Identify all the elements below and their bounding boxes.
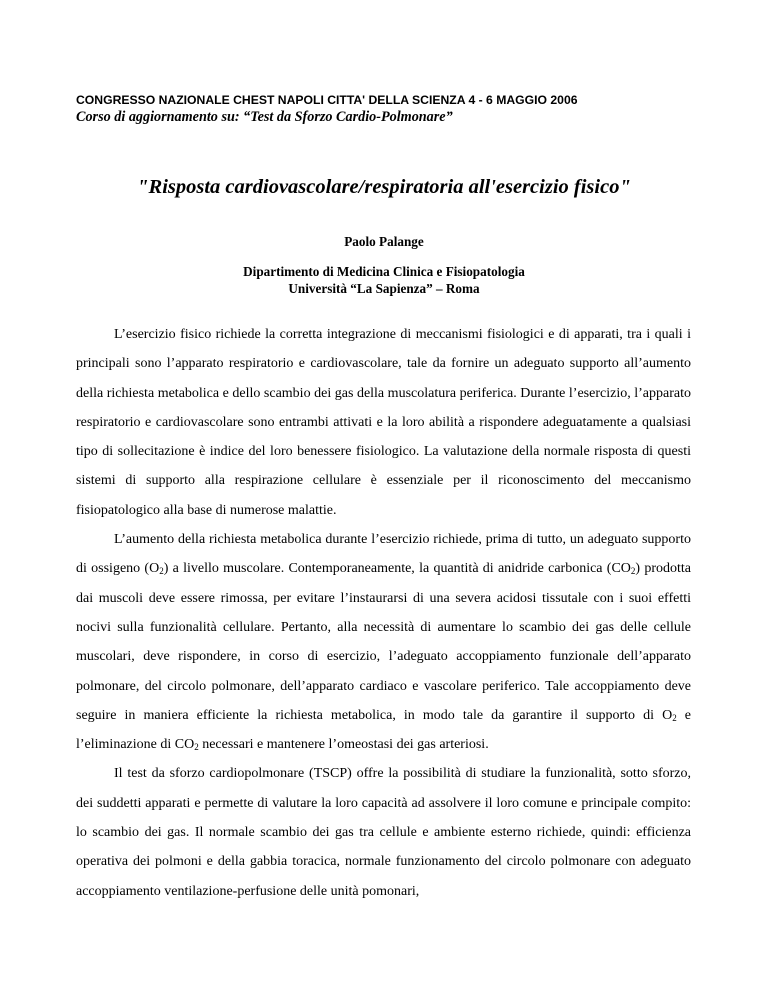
paragraph-2-text: necessari e mantenere l’omeostasi dei gas arteriosi. xyxy=(198,737,489,753)
subscript-co2: 2 xyxy=(194,742,199,753)
affiliation-department: Dipartimento di Medicina Clinica e Fisiopatologia xyxy=(243,264,525,279)
paragraph-2-text: ) prodotta dai muscoli deve essere rimossa, per evitare l’instaurarsi di una severa acidosi tissutale con i suoi effetti nocivi sulla funzionalità cellulare. Pertanto, alla necessità di aumentare lo scambio dei gas delle cellule muscolari, deve rispondere, in corso di esercizio, l’adeguato accoppiamento funzionale dell’apparato polmonare, del circolo polmonare, dell’apparato cardiaco e vascolare periferico. Tale accoppiamento deve seguire in maniera efficiente la richiesta metabolica, in modo tale da garantire il supporto di O xyxy=(76,561,691,723)
course-subtitle: Corso di aggiornamento su: “Test da Sforzo Cardio-Polmonare” xyxy=(76,109,453,125)
paragraph-1: L’esercizio fisico richiede la corretta integrazione di meccanismi fisiologici e di apparati, tra i quali i principali sono l’apparato respiratorio e cardiovascolare, tale da fornire un adeguato supporto all’aumento della richiesta metabolica e dello scambio dei gas della muscolatura periferica. Durante l’esercizio, l’apparato respiratorio e cardiovascolare sono entrambi attivati e la loro abilità a rispondere adeguatamente a qualsiasi tipo di sollecitazione è indice del loro benessere fisiologico. La valutazione della normale risposta di questi sistemi di supporto alla respirazione cellulare è essenziale per il riconoscimento del meccanismo fisiopatologico alla base di numerose malattie. xyxy=(76,327,691,518)
subscript-o2: 2 xyxy=(159,566,164,577)
paragraph-2-text: e l’eliminazione di CO xyxy=(76,707,691,753)
paragraph-3: Il test da sforzo cardiopolmonare (TSCP) offre la possibilità di studiare la funzionalità, sotto sforzo, dei suddetti apparati e permette di valutare la loro capacità ad assolvere il loro comune e principale compito: lo scambio dei gas. Il normale scambio dei gas tra cellule e ambiente esterno richiede, quindi: efficienza operativa dei polmoni e della gabbia toracica, normale funzionamento del circolo polmonare con adeguato accoppiamento ventilazione-perfusione delle unità pomonari, xyxy=(76,766,691,899)
subscript-o2: 2 xyxy=(672,712,677,723)
subscript-co2: 2 xyxy=(630,566,636,577)
conference-header: CONGRESSO NAZIONALE CHEST NAPOLI CITTA' DELLA SCIENZA 4 - 6 MAGGIO 2006 xyxy=(76,93,578,107)
author-name: Paolo Palange xyxy=(344,234,424,249)
paragraph-2-text: L’aumento della richiesta metabolica durante l’esercizio richiede, prima di tutto, un adeguato supporto di ossigeno (O xyxy=(76,532,691,577)
affiliation-university: Università “La Sapienza” – Roma xyxy=(288,281,480,296)
affiliation xyxy=(0,263,768,297)
document-title: "Risposta cardiovascolare/respiratoria all'esercizio fisico" xyxy=(137,176,631,198)
body-text xyxy=(76,320,691,906)
paragraph-2-text: ) a livello muscolare. Contemporaneamente, la quantità di anidride carbonica (CO xyxy=(163,561,631,577)
paragraph-2 xyxy=(76,525,691,759)
